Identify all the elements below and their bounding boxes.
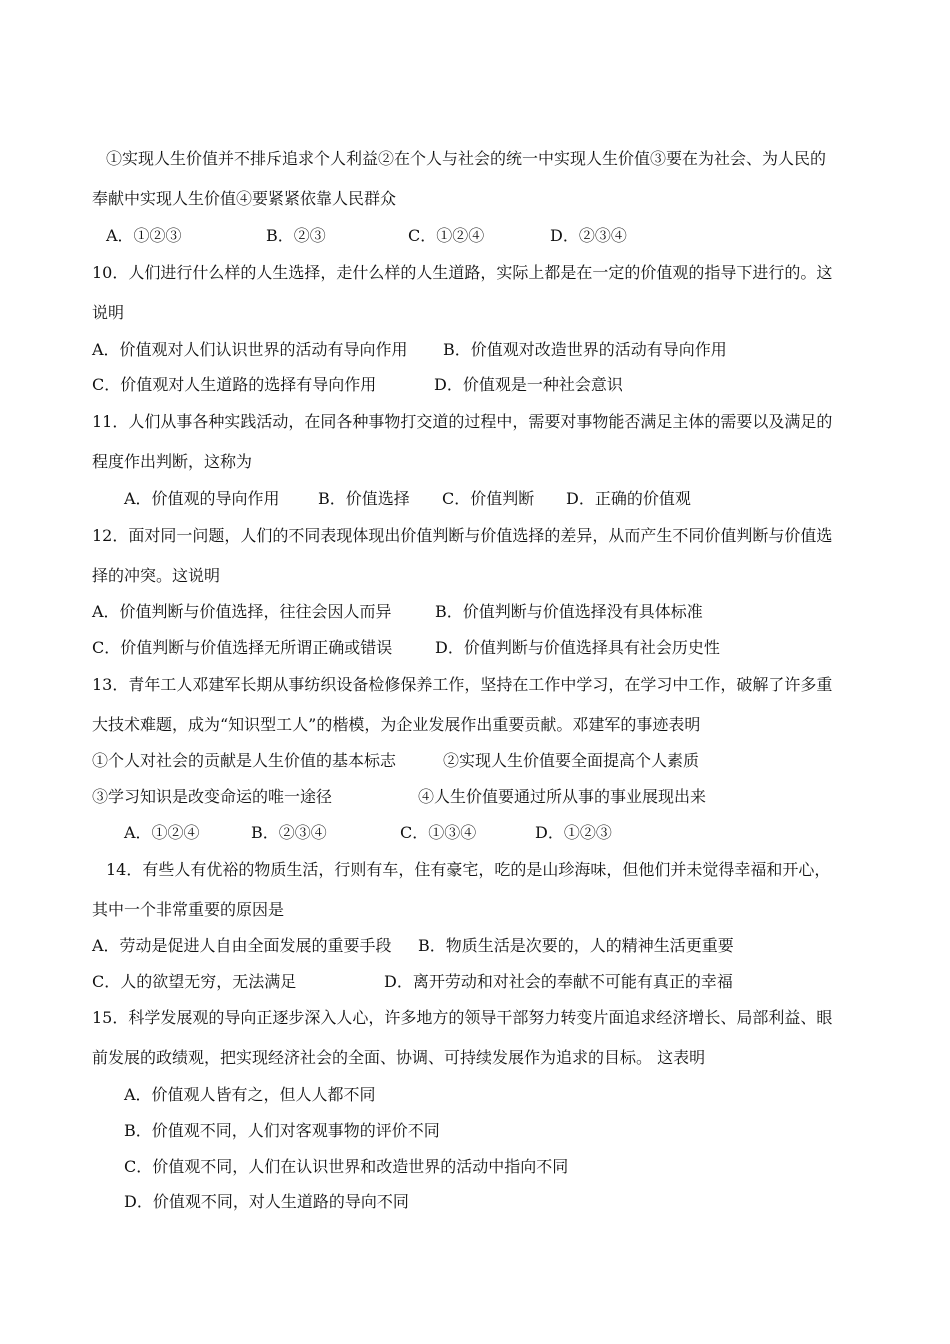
q10-option-d: D．价值观是一种社会意识 (434, 375, 623, 394)
q12-option-a: A．价值判断与价值选择，往往会因人而异 (92, 602, 392, 621)
q15-stem-line2: 前发展的政绩观，把实现经济社会的全面、协调、可持续发展作为追求的目标。 这表明 (92, 1048, 706, 1067)
q9-statements-line1: ①实现人生价值并不排斥追求个人利益②在个人与社会的统一中实现人生价值③要在为社会、为人民的 (106, 149, 827, 168)
q13-option-d: D．①②③ (535, 823, 612, 842)
q15-stem-line1: 15．科学发展观的导向正逐步深入人心，许多地方的领导干部努力转变片面追求经济增长、局部利益、眼 (92, 1008, 833, 1027)
q13-option-a: A．①②④ (124, 823, 200, 842)
q10-option-c: C．价值观对人生道路的选择有导向作用 (92, 375, 377, 394)
q11-option-c: C．价值判断 (442, 489, 535, 508)
q14-stem-line1: 14．有些人有优裕的物质生活，行则有车，住有豪宅，吃的是山珍海味，但他们并未觉得幸福和开心， (106, 860, 831, 879)
q11-option-a: A．价值观的导向作用 (124, 489, 280, 508)
q13-statement-2: ②实现人生价值要全面提高个人素质 (443, 751, 700, 770)
q9-option-c: C．①②④ (408, 226, 485, 245)
q14-option-d: D．离开劳动和对社会的奉献不可能有真正的幸福 (384, 972, 733, 991)
q12-option-c: C．价值判断与价值选择无所谓正确或错误 (92, 638, 393, 657)
q13-statement-1: ①个人对社会的贡献是人生价值的基本标志 (92, 751, 397, 770)
q10-option-b: B．价值观对改造世界的活动有导向作用 (443, 340, 727, 359)
q12-option-d: D．价值判断与价值选择具有社会历史性 (435, 638, 720, 657)
q13-statement-3: ③学习知识是改变命运的唯一途径 (92, 787, 333, 806)
q10-stem-line2: 说明 (92, 303, 125, 322)
q13-option-b: B．②③④ (251, 823, 327, 842)
q15-option-c: C．价值观不同，人们在认识世界和改造世界的活动中指向不同 (124, 1157, 569, 1176)
q11-option-d: D．正确的价值观 (566, 489, 691, 508)
q9-option-b: B．②③ (266, 226, 326, 245)
q15-option-d: D．价值观不同，对人生道路的导向不同 (124, 1192, 409, 1211)
q9-statements-line2: 奉献中实现人生价值④要紧紧依靠人民群众 (92, 189, 397, 208)
q14-stem-line2: 其中一个非常重要的原因是 (92, 900, 285, 919)
q14-option-a: A．劳动是促进人自由全面发展的重要手段 (92, 936, 392, 955)
q13-stem-line1: 13．青年工人邓建军长期从事纺织设备检修保养工作，坚持在工作中学习，在学习中工作，破解了许多重 (92, 675, 833, 694)
q12-option-b: B．价值判断与价值选择没有具体标准 (435, 602, 703, 621)
q15-option-a: A．价值观人皆有之，但人人都不同 (124, 1085, 376, 1104)
q9-option-d: D．②③④ (550, 226, 627, 245)
q12-stem-line1: 12．面对同一问题，人们的不同表现体现出价值判断与价值选择的差异，从而产生不同价值判断与价值选 (92, 526, 833, 545)
q11-option-b: B．价值选择 (318, 489, 410, 508)
q10-stem-line1: 10．人们进行什么样的人生选择，走什么样的人生道路，实际上都是在一定的价值观的指导下进行的。这 (92, 263, 833, 282)
q11-stem-line2: 程度作出判断，这称为 (92, 452, 253, 471)
q12-stem-line2: 择的冲突。这说明 (92, 566, 221, 585)
q11-stem-line1: 11．人们从事各种实践活动，在同各种事物打交道的过程中，需要对事物能否满足主体的需要以及满足的 (92, 412, 833, 431)
q13-stem-line2: 大技术难题，成为“知识型工人”的楷模，为企业发展作出重要贡献。邓建军的事迹表明 (92, 715, 701, 734)
q13-statement-4: ④人生价值要通过所从事的事业展现出来 (418, 787, 707, 806)
q15-option-b: B．价值观不同，人们对客观事物的评价不同 (124, 1121, 440, 1140)
q14-option-b: B．物质生活是次要的，人的精神生活更重要 (418, 936, 734, 955)
q13-option-c: C．①③④ (400, 823, 477, 842)
q14-option-c: C．人的欲望无穷，无法满足 (92, 972, 297, 991)
q9-option-a: A．①②③ (106, 226, 182, 245)
q10-option-a: A．价值观对人们认识世界的活动有导向作用 (92, 340, 408, 359)
